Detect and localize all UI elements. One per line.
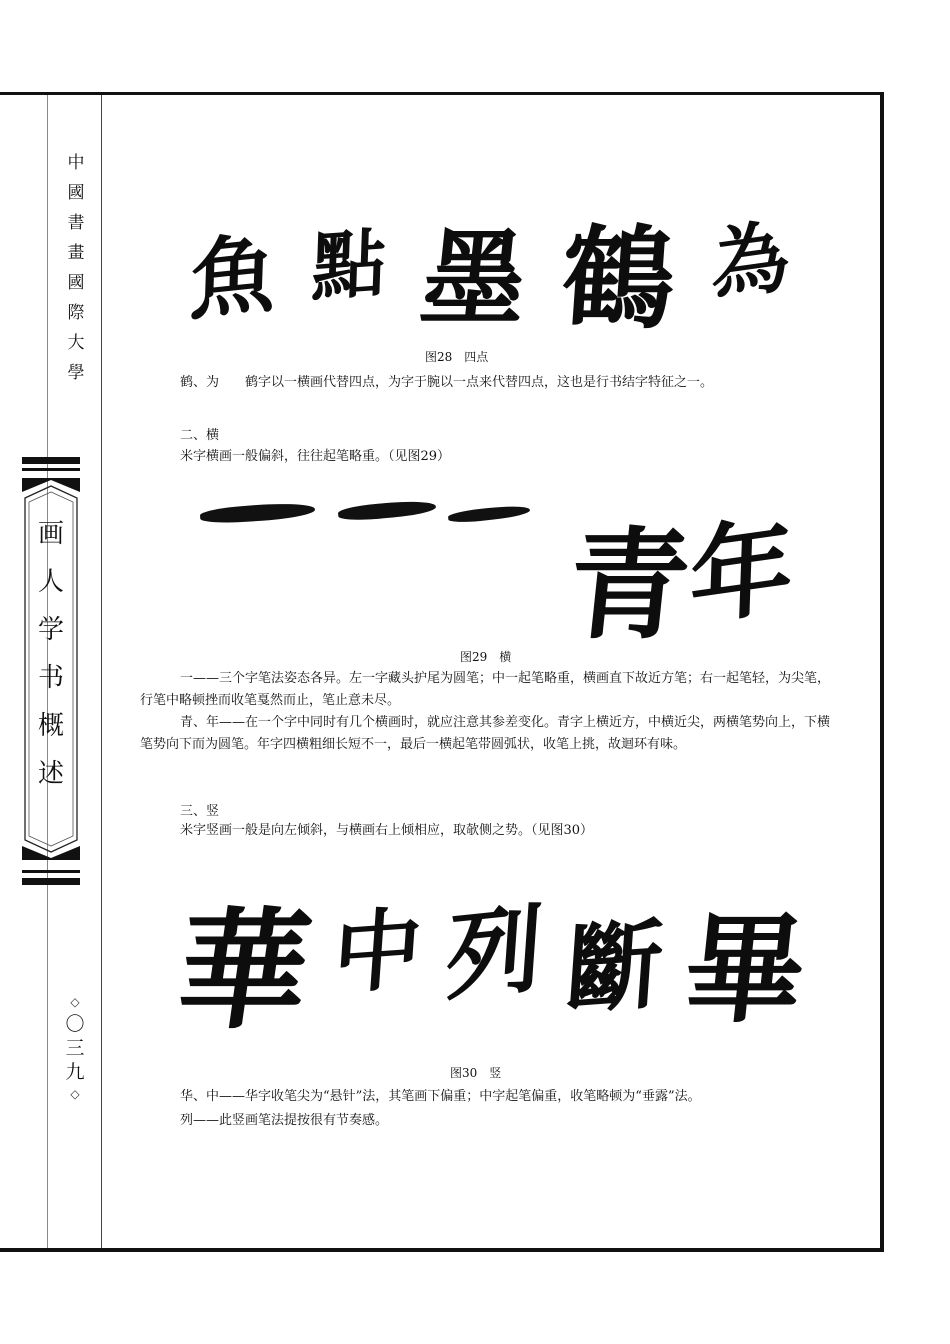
series-title-char: 際 — [67, 303, 85, 323]
paragraph: 米字横画一般偏斜，往往起笔略重。（见图29） — [180, 449, 451, 464]
book-title-box — [22, 478, 80, 860]
calligraphy-glyph: 列 — [442, 889, 546, 1015]
book-title-char: 述 — [37, 759, 64, 789]
page-frame-right — [880, 92, 884, 1252]
sidebar-band-bottom-thin — [22, 870, 80, 873]
book-title-char: 书 — [37, 663, 64, 693]
sidebar-band-bottom-thick — [22, 878, 80, 885]
calligraphy-glyph: 墨 — [415, 217, 533, 340]
figure28-caption: 图28 四点 — [425, 350, 489, 364]
calligraphy-glyph: 鶴 — [558, 213, 680, 345]
page-number-char: 〇 — [65, 1013, 85, 1035]
calligraphy-glyph: 畢 — [678, 900, 812, 1039]
book-title-char: 画 — [37, 519, 64, 549]
figure28-calligraphy — [188, 200, 791, 345]
brush-horizontal-stroke — [448, 504, 531, 525]
calligraphy-glyph: 點 — [310, 220, 388, 312]
figure30-caption: 图30 竖 — [450, 1066, 502, 1080]
diamond-icon: ◇ — [70, 995, 80, 1009]
series-title — [62, 148, 90, 388]
page-number-char: 九 — [65, 1061, 85, 1083]
paragraph: 一——三个字笔法姿态各异。左一字藏头护尾为圆笔；中一起笔略重，横画直下故近方笔；右一起笔轻，为尖笔，行笔中略顿挫而收笔戛然而止，笔止意未尽。 — [140, 671, 831, 708]
series-title-char: 國 — [67, 273, 85, 293]
page-number — [60, 992, 90, 1104]
section-heading: 三、竖 — [180, 804, 220, 819]
diamond-icon: ◇ — [70, 1087, 80, 1101]
series-title-char: 國 — [67, 183, 85, 203]
page-number-char: 三 — [65, 1037, 85, 1059]
calligraphy-glyph: 青 — [561, 515, 697, 656]
sidebar-band-top-thin — [22, 468, 80, 471]
calligraphy-glyph: 斷 — [562, 906, 667, 1028]
calligraphy-glyph: 魚 — [188, 222, 278, 334]
calligraphy-glyph: 為 — [710, 209, 791, 314]
sidebar-rule-right — [101, 95, 102, 1248]
paragraph: 青、年——在一个字中同时有几个横画时，就应注意其参差变化。青字上横近方，中横近尖，两横笔势向上，下横笔势向下而为圆笔。年字四横粗细长短不一，最后一横起笔带圆弧状，收笔上挑，故迴环有味。 — [140, 715, 831, 752]
brush-horizontal-stroke — [338, 499, 437, 522]
series-title-char: 畫 — [67, 243, 85, 263]
figure30-calligraphy — [167, 870, 812, 1050]
book-title-char: 概 — [37, 711, 64, 741]
book-title-char: 人 — [37, 567, 64, 597]
paragraph: 米字竖画一般是向左倾斜，与横画右上倾相应，取欹侧之势。（见图30） — [180, 823, 594, 838]
series-title-char: 中 — [67, 153, 85, 173]
brush-horizontal-stroke — [200, 501, 316, 525]
calligraphy-glyph: 年 — [688, 501, 796, 642]
series-title-char: 書 — [67, 213, 85, 233]
series-title-char: 學 — [67, 363, 85, 383]
sidebar-band-top-thick — [22, 457, 80, 464]
series-title-char: 大 — [67, 333, 85, 353]
paragraph: 列——此竖画笔法提按很有节奏感。 — [180, 1113, 389, 1128]
section-heading: 二、横 — [180, 428, 220, 443]
book-title-char: 学 — [37, 615, 64, 645]
page-frame-bottom — [0, 1248, 884, 1252]
page-frame-top — [0, 92, 884, 95]
paragraph: 华、中——华字收笔尖为“悬针”法，其笔画下偏重；中字起笔偏重，收笔略顿为“垂露”法。 — [180, 1089, 701, 1104]
book-title — [22, 510, 80, 798]
paragraph: 鹤、为 鹤字以一横画代替四点，为字于腕以一点来代替四点，这也是行书结字特征之一。 — [180, 375, 714, 390]
calligraphy-glyph: 中 — [330, 895, 426, 1007]
figure29-caption: 图29 横 — [460, 650, 512, 664]
calligraphy-glyph: 華 — [167, 893, 320, 1047]
